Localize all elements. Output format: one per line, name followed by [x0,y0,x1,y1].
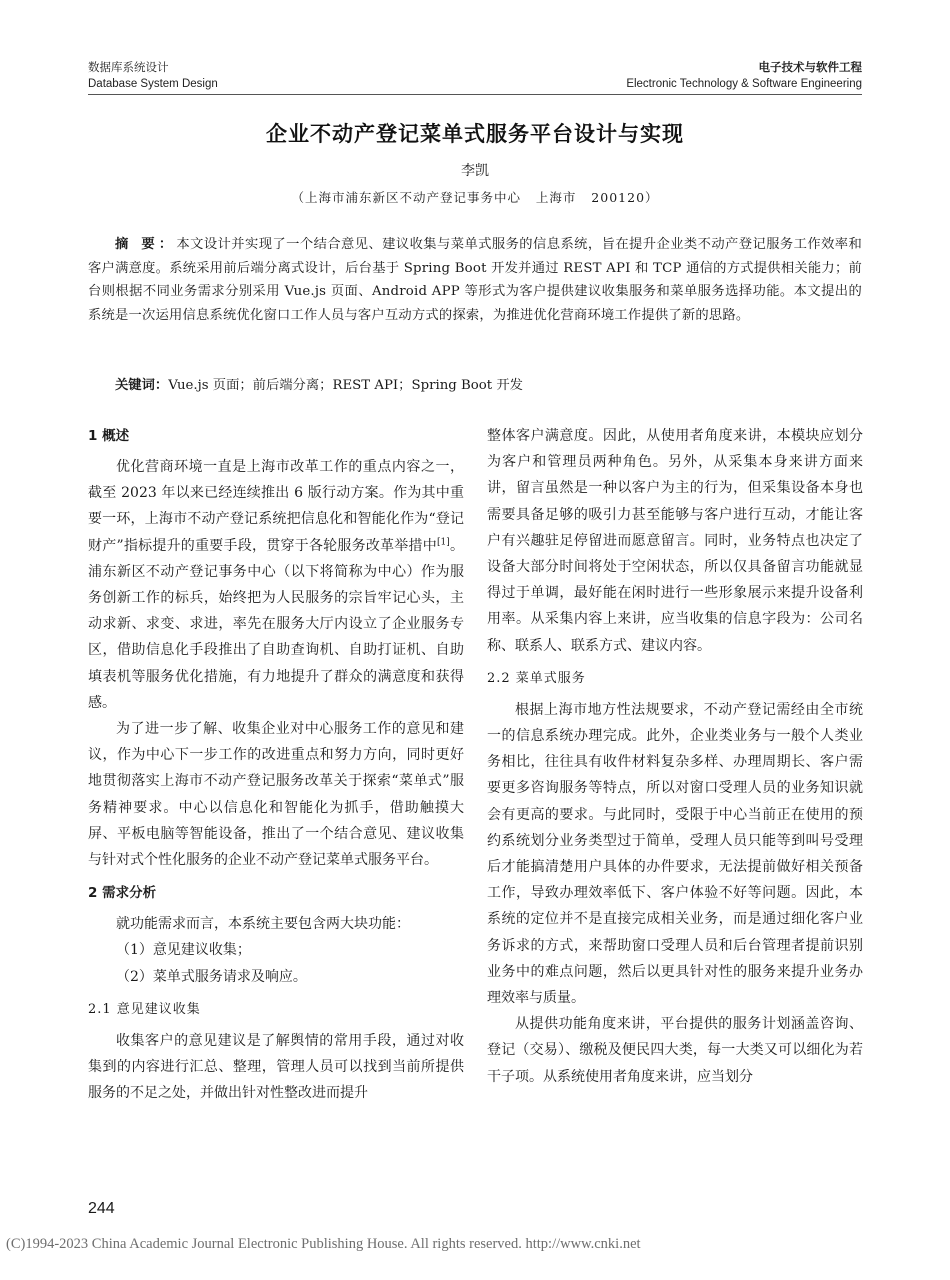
journal-name-en: Electronic Technology & Software Engineering [626,78,862,90]
subsection-heading-feedback: 2.1 意见建议收集 [88,1001,201,1017]
abstract [88,233,862,327]
running-header-left [88,60,218,92]
paragraph-text: 。浦东新区不动产登记事务中心（以下将简称为中心）作为服务创新工作的标兵，始终把为人民服务的宗旨牢记心头，主动求新、求变、求进，率先在服务大厅内设立了企业服务专区，借助信息化手段推出了自助查询机、自助打证机、自助填表机等服务优化措施，有力地提升了群众的满意度和获得感。 [88,537,464,711]
right-column [487,423,863,1090]
author-affiliation: （上海市浦东新区不动产登记事务中心 上海市 200120） [291,190,659,205]
journal-section-en: Database System Design [88,78,218,90]
running-header-right [626,60,862,92]
journal-section-cn: 数据库系统设计 [88,62,169,74]
list-item: （2）菜单式服务请求及响应。 [116,968,307,985]
paragraph: 从提供功能角度来讲，平台提供的服务计划涵盖咨询、登记（交易）、缴税及便民四大类，每一大类又可以细化为若干子项。从系统使用者角度来讲，应当划分 [487,1016,863,1085]
citation-ref: [1] [437,536,450,547]
page-number: 244 [88,1200,115,1217]
abstract-text: 本文设计并实现了一个结合意见、建议收集与菜单式服务的信息系统，旨在提升企业类不动产登记服务工作效率和客户满意度。系统采用前后端分离式设计，后台基于 Spring Boot 开发并通过 REST API 和 TCP 通信的方式提供相关能力；前台则根据不同业务需求分别采用 Vue.js 页面、Android APP 等形式为客户提供建议收集服务和菜单服务选择功能。本文提出的系统是一次运用信息系统优化窗口工作人员与客户互动方式的探索，为推进优化营商环境工作提供了新的思路。 [88,237,862,323]
keywords [115,374,862,393]
abstract-label: 摘 要： [115,237,177,252]
paragraph-text: 优化营商环境一直是上海市改革工作的重点内容之一，截至 2023 年以来已经连续推出 6 版行动方案。作为其中重要一环，上海市不动产登记系统把信息化和智能化作为“登记财产”指标提升的重要手段，贯穿于各轮服务改革举措中 [88,459,464,554]
paragraph: 就功能需求而言，本系统主要包含两大块功能： [116,916,410,933]
article-title: 企业不动产登记菜单式服务平台设计与实现 [266,122,684,146]
left-column [88,423,464,1106]
paragraph: 收集客户的意见建议是了解舆情的常用手段，通过对收集到的内容进行汇总、整理，管理人员可以找到当前所提供服务的不足之处，并做出针对性整改进而提升 [88,1032,464,1102]
copyright-notice: (C)1994-2023 China Academic Journal Electronic Publishing House. All rights reserved. http://www.cnki.net [6,1236,641,1252]
list-item: （1）意见建议收集； [116,942,251,959]
paragraph [88,454,464,716]
section-heading-requirements: 2 需求分析 [88,885,157,902]
header-divider [88,94,862,95]
journal-name-cn: 电子技术与软件工程 [758,62,862,74]
subsection-heading-menu-service: 2.2 菜单式服务 [487,670,586,686]
keywords-label: 关键词： [115,378,169,393]
paragraph: 为了进一步了解、收集企业对中心服务工作的意见和建议，作为中心下一步工作的改进重点和努力方向，同时更好地贯彻落实上海市不动产登记服务改革关于探索“菜单式”服务精神要求。中心以信息化和智能化为抓手，借助触摸大屏、平板电脑等智能设备，推出了一个结合意见、建议收集与针对式个性化服务的企业不动产登记菜单式服务平台。 [88,721,464,869]
section-heading-overview: 1 概述 [88,428,130,444]
paragraph: 根据上海市地方性法规要求，不动产登记需经由全市统一的信息系统办理完成。此外，企业类业务与一般个人类业务相比，往往具有收件材料复杂多样、办理周期长、客户需要更多咨询服务等特点，所以对窗口受理人员的业务知识就会有更高的要求。与此同时，受限于中心当前正在使用的预约系统划分业务类型过于简单，受理人员只能等到叫号受理后才能搞清楚用户具体的办件要求，无法提前做好相关预备工作，导致办理效率低下、客户体验不好等问题。因此，本系统的定位并不是直接完成相关业务，而是通过细化客户业务诉求的方式，来帮助窗口受理人员和后台管理者提前识别业务中的难点问题，然后以更具针对性的服务来提升业务办理效率与质量。 [487,701,863,1007]
keywords-text: Vue.js 页面；前后端分离；REST API；Spring Boot 开发 [168,378,523,393]
paragraph: 整体客户满意度。因此，从使用者角度来讲，本模块应划分为客户和管理员两种角色。另外，从采集本身来讲方面来讲，留言虽然是一种以客户为主的行为，但采集设备本身也需要具备足够的吸引力甚至能够与客户进行互动，才能让客户有兴趣驻足停留进而愿意留言。同时，业务特点也决定了设备大部分时间将处于空闲状态，所以仅具备留言功能就显得过于单调，最好能在闲时进行一些形象展示来提升设备利用率。从采集内容上来讲，应当收集的信息字段为：公司名称、联系人、联系方式、建议内容。 [487,428,863,654]
article-author: 李凯 [461,163,489,179]
